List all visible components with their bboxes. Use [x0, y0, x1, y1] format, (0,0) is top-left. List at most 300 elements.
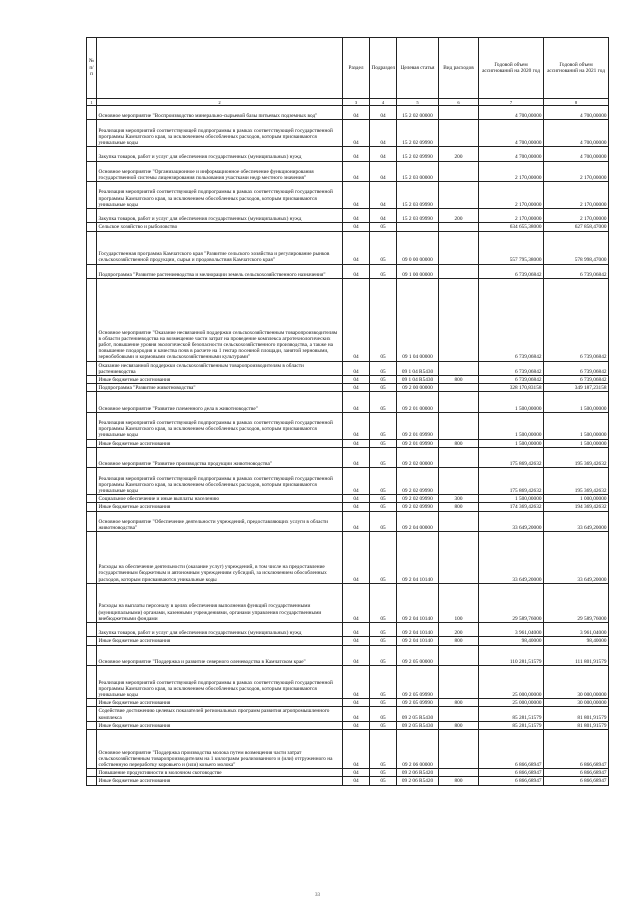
num-cell: [87, 182, 97, 209]
amount-2021-cell: 6 866,68947: [544, 777, 609, 785]
row-name: Основное мероприятие "Развитие племенного дела в животноводстве": [97, 392, 343, 413]
cs-cell: 15 2 03 09990: [397, 182, 439, 209]
table-row: [87, 707, 609, 721]
podrazdel-cell: 05: [370, 384, 397, 392]
table-header-row: [87, 38, 609, 99]
row-name: Основное мероприятие "Воспроизводство минерально-сырьевой базы питьевых подземных вод": [97, 106, 343, 120]
amount-2020-cell: 4 700,00000: [479, 147, 544, 161]
table-row: [87, 208, 609, 222]
vr-cell: 800: [439, 375, 479, 383]
podrazdel-cell: 05: [370, 361, 397, 375]
razdel-cell: 04: [343, 223, 370, 231]
num-cell: [87, 447, 97, 468]
cs-cell: 09 1 04 R5430: [397, 361, 439, 375]
table-row: [87, 392, 609, 413]
row-name: Иные бюджетные ассигнования: [97, 637, 343, 645]
podrazdel-cell: 05: [370, 392, 397, 413]
podrazdel-cell: 05: [370, 503, 397, 511]
cs-cell: 09 2 02 09990: [397, 468, 439, 495]
amount-2020-cell: 1 500,00000: [479, 495, 544, 503]
amount-2020-cell: 634 655,38000: [479, 223, 544, 231]
podrazdel-cell: 05: [370, 412, 397, 439]
num-cell: [87, 278, 97, 361]
cs-cell: 09 2 00 00000: [397, 384, 439, 392]
cs-cell: 09 2 02 00000: [397, 447, 439, 468]
vr-cell: [439, 231, 479, 264]
colnum: 8: [544, 99, 609, 106]
cs-cell: 15 2 02 09990: [397, 120, 439, 147]
vr-cell: [439, 645, 479, 666]
row-name: Подпрограмма "Развитие животноводства": [97, 384, 343, 392]
table-row: [87, 182, 609, 209]
num-cell: [87, 384, 97, 392]
razdel-cell: 04: [343, 637, 370, 645]
num-cell: [87, 699, 97, 707]
razdel-cell: 04: [343, 447, 370, 468]
amount-2020-cell: 1 500,00000: [479, 412, 544, 439]
cs-cell: 09 2 01 09990: [397, 412, 439, 439]
razdel-cell: 04: [343, 106, 370, 120]
cs-cell: 09 1 04 R5430: [397, 375, 439, 383]
amount-2021-cell: 81 801,91579: [544, 721, 609, 729]
podrazdel-cell: 05: [370, 637, 397, 645]
table-row: [87, 645, 609, 666]
amount-2021-cell: 3 961,04000: [544, 623, 609, 637]
amount-2021-cell: 6 739,06842: [544, 361, 609, 375]
cs-cell: 09 2 04 10140: [397, 583, 439, 622]
podrazdel-cell: 04: [370, 120, 397, 147]
row-name: Реализация мероприятий соответствующей подпрограммы в рамках соответствующей государственной программы Камчатского края, за исключением обособленных расходов, которым присваиваются уникальные коды: [97, 120, 343, 147]
row-name: Иные бюджетные ассигнования: [97, 777, 343, 785]
table-body: [87, 106, 609, 786]
razdel-cell: 04: [343, 161, 370, 182]
amount-2021-cell: 1 500,00000: [544, 439, 609, 447]
vr-cell: [439, 412, 479, 439]
column-number-row: [87, 99, 609, 106]
cs-cell: 09 2 06 R5420: [397, 769, 439, 777]
table-row: [87, 666, 609, 699]
table-row: [87, 223, 609, 231]
cs-cell: 09 0 00 00000: [397, 231, 439, 264]
amount-2021-cell: 33 649,20000: [544, 511, 609, 532]
podrazdel-cell: 05: [370, 707, 397, 721]
vr-cell: 200: [439, 208, 479, 222]
table-row: [87, 468, 609, 495]
table-row: [87, 439, 609, 447]
podrazdel-cell: 05: [370, 278, 397, 361]
amount-2021-cell: 2 170,00000: [544, 182, 609, 209]
table-row: [87, 264, 609, 278]
col-podrazdel-header: Подраздел: [370, 38, 397, 99]
razdel-cell: 04: [343, 503, 370, 511]
amount-2020-cell: 6 739,06842: [479, 361, 544, 375]
amount-2021-cell: 6 739,06842: [544, 278, 609, 361]
vr-cell: 200: [439, 147, 479, 161]
table-row: [87, 375, 609, 383]
row-name: Закупка товаров, работ и услуг для обеспечения государственных (муниципальных) нужд: [97, 208, 343, 222]
cs-cell: 15 2 03 00000: [397, 161, 439, 182]
amount-2020-cell: 110 281,51579: [479, 645, 544, 666]
razdel-cell: 04: [343, 384, 370, 392]
podrazdel-cell: 05: [370, 721, 397, 729]
amount-2021-cell: 4 700,00000: [544, 106, 609, 120]
table-row: [87, 447, 609, 468]
vr-cell: [439, 511, 479, 532]
amount-2021-cell: 6 866,68947: [544, 729, 609, 768]
razdel-cell: 04: [343, 147, 370, 161]
razdel-cell: 04: [343, 208, 370, 222]
row-name: Реализация мероприятий соответствующей подпрограммы в рамках соответствующей государственной программы Камчатского края, за исключением обособленных расходов, которым присваиваются уникальные коды: [97, 182, 343, 209]
amount-2021-cell: 4 700,00000: [544, 147, 609, 161]
cs-cell: 09 2 06 R5420: [397, 777, 439, 785]
vr-cell: [439, 278, 479, 361]
cs-cell: 09 2 06 00000: [397, 729, 439, 768]
row-name: Содействие достижению целевых показателей региональных программ развития агропромышленного комплекса: [97, 707, 343, 721]
amount-2020-cell: 29 589,76000: [479, 583, 544, 622]
num-cell: [87, 161, 97, 182]
podrazdel-cell: 05: [370, 699, 397, 707]
vr-cell: 100: [439, 583, 479, 622]
podrazdel-cell: 05: [370, 495, 397, 503]
row-name: Основное мероприятие "Обеспечение деятельности учреждений, предоставляющих услуги в области животноводства": [97, 511, 343, 532]
cs-cell: [397, 223, 439, 231]
razdel-cell: 04: [343, 645, 370, 666]
row-name: Основное мероприятие "Организационное и информационное обеспечение функционирования государственной системы лицензирования пользования участками недр местного значения": [97, 161, 343, 182]
cs-cell: 09 2 02 09990: [397, 503, 439, 511]
cs-cell: 15 2 02 09990: [397, 147, 439, 161]
amount-2020-cell: 33 649,20000: [479, 511, 544, 532]
amount-2020-cell: 557 795,38000: [479, 231, 544, 264]
row-name: Иные бюджетные ассигнования: [97, 439, 343, 447]
cs-cell: 09 2 04 10140: [397, 637, 439, 645]
amount-2021-cell: 81 801,91579: [544, 707, 609, 721]
vr-cell: [439, 120, 479, 147]
podrazdel-cell: 04: [370, 161, 397, 182]
amount-2020-cell: 4 700,00000: [479, 106, 544, 120]
amount-2020-cell: 25 000,00000: [479, 699, 544, 707]
colnum: 6: [439, 99, 479, 106]
razdel-cell: 04: [343, 511, 370, 532]
num-cell: [87, 147, 97, 161]
cs-cell: 15 2 02 00000: [397, 106, 439, 120]
amount-2021-cell: 194 369,42632: [544, 503, 609, 511]
col-num-header: № п/п: [87, 38, 97, 99]
col-2020-header: Годовой объем ассигнований на 2020 год: [479, 38, 544, 99]
razdel-cell: 04: [343, 375, 370, 383]
table-row: [87, 729, 609, 768]
podrazdel-cell: 05: [370, 769, 397, 777]
razdel-cell: 04: [343, 361, 370, 375]
table-row: [87, 231, 609, 264]
vr-cell: [439, 264, 479, 278]
podrazdel-cell: 05: [370, 729, 397, 768]
cs-cell: 09 2 01 00000: [397, 392, 439, 413]
table-row: [87, 721, 609, 729]
vr-cell: [439, 769, 479, 777]
vr-cell: 800: [439, 777, 479, 785]
cs-cell: 09 2 05 R5430: [397, 707, 439, 721]
amount-2020-cell: 175 869,42632: [479, 447, 544, 468]
amount-2020-cell: 174 369,42632: [479, 503, 544, 511]
vr-cell: 800: [439, 439, 479, 447]
razdel-cell: 04: [343, 412, 370, 439]
num-cell: [87, 412, 97, 439]
budget-table-page: [86, 37, 608, 786]
podrazdel-cell: 05: [370, 583, 397, 622]
amount-2021-cell: 6 739,06842: [544, 375, 609, 383]
row-name: Сельское хозяйство и рыболовство: [97, 223, 343, 231]
podrazdel-cell: 04: [370, 106, 397, 120]
amount-2020-cell: 25 000,00000: [479, 666, 544, 699]
row-name: Расходы на выплаты персоналу в целях обеспечения выполнения функций государственными (муниципальными) органами, казенными учреждениями, органами управления государственными внебюджетными фондами: [97, 583, 343, 622]
amount-2020-cell: 1 500,00000: [479, 392, 544, 413]
num-cell: [87, 777, 97, 785]
razdel-cell: 04: [343, 120, 370, 147]
num-cell: [87, 231, 97, 264]
vr-cell: [439, 392, 479, 413]
razdel-cell: 04: [343, 769, 370, 777]
table-row: [87, 769, 609, 777]
num-cell: [87, 511, 97, 532]
colnum: 3: [343, 99, 370, 106]
table-row: [87, 699, 609, 707]
table-row: [87, 384, 609, 392]
amount-2021-cell: 195 369,42632: [544, 447, 609, 468]
table-row: [87, 361, 609, 375]
row-name: Подпрограмма "Развитие растениеводства и мелиорации земель сельскохозяйственного назначения": [97, 264, 343, 278]
table-row: [87, 503, 609, 511]
amount-2021-cell: 33 649,20000: [544, 532, 609, 584]
num-cell: [87, 666, 97, 699]
table-row: [87, 637, 609, 645]
num-cell: [87, 583, 97, 622]
num-cell: [87, 392, 97, 413]
amount-2021-cell: 4 700,00000: [544, 120, 609, 147]
cs-cell: 09 1 00 00000: [397, 264, 439, 278]
col-vr-header: Вид расходов: [439, 38, 479, 99]
amount-2021-cell: 1 500,00000: [544, 412, 609, 439]
vr-cell: 300: [439, 495, 479, 503]
razdel-cell: 04: [343, 468, 370, 495]
amount-2021-cell: 578 998,47000: [544, 231, 609, 264]
amount-2020-cell: 2 170,00000: [479, 208, 544, 222]
table-row: [87, 120, 609, 147]
row-name: Закупка товаров, работ и услуг для обеспечения государственных (муниципальных) нужд: [97, 147, 343, 161]
amount-2020-cell: 6 866,68947: [479, 729, 544, 768]
cs-cell: 15 2 03 09990: [397, 208, 439, 222]
amount-2020-cell: 85 281,51579: [479, 707, 544, 721]
amount-2020-cell: 175 869,42632: [479, 468, 544, 495]
table-row: [87, 532, 609, 584]
amount-2021-cell: 1 000,00000: [544, 495, 609, 503]
num-cell: [87, 495, 97, 503]
colnum: 2: [97, 99, 343, 106]
row-name: Иные бюджетные ассигнования: [97, 375, 343, 383]
razdel-cell: 04: [343, 729, 370, 768]
podrazdel-cell: 05: [370, 231, 397, 264]
amount-2021-cell: 98,40000: [544, 637, 609, 645]
razdel-cell: 04: [343, 583, 370, 622]
col-name-header: [97, 38, 343, 99]
vr-cell: [439, 182, 479, 209]
amount-2020-cell: 2 170,00000: [479, 161, 544, 182]
amount-2020-cell: 4 700,00000: [479, 120, 544, 147]
vr-cell: 800: [439, 699, 479, 707]
razdel-cell: 04: [343, 777, 370, 785]
podrazdel-cell: 05: [370, 223, 397, 231]
razdel-cell: 04: [343, 439, 370, 447]
amount-2021-cell: 2 170,00000: [544, 208, 609, 222]
vr-cell: [439, 361, 479, 375]
table-row: [87, 278, 609, 361]
row-name: Иные бюджетные ассигнования: [97, 721, 343, 729]
cs-cell: 09 2 04 00000: [397, 511, 439, 532]
row-name: Закупка товаров, работ и услуг для обеспечения государственных (муниципальных) нужд: [97, 623, 343, 637]
vr-cell: [439, 447, 479, 468]
podrazdel-cell: 05: [370, 375, 397, 383]
amount-2020-cell: 6 866,68947: [479, 769, 544, 777]
num-cell: [87, 106, 97, 120]
amount-2021-cell: 30 000,00000: [544, 666, 609, 699]
razdel-cell: 04: [343, 264, 370, 278]
num-cell: [87, 375, 97, 383]
num-cell: [87, 623, 97, 637]
col-2021-header: Годовой объем ассигнований на 2021 год: [544, 38, 609, 99]
row-name: Повышение продуктивности в молочном скотоводстве: [97, 769, 343, 777]
cs-cell: 09 2 05 09990: [397, 666, 439, 699]
num-cell: [87, 645, 97, 666]
vr-cell: 800: [439, 637, 479, 645]
table-row: [87, 495, 609, 503]
table-row: [87, 147, 609, 161]
amount-2020-cell: 2 170,00000: [479, 182, 544, 209]
amount-2020-cell: 6 739,06842: [479, 375, 544, 383]
num-cell: [87, 637, 97, 645]
vr-cell: 800: [439, 721, 479, 729]
vr-cell: [439, 106, 479, 120]
row-name: Основное мероприятие "Развитие производства продукции животноводства": [97, 447, 343, 468]
colnum: 4: [370, 99, 397, 106]
num-cell: [87, 729, 97, 768]
row-name: Расходы на обеспечение деятельности (оказание услуг) учреждений, в том числе на предоставление государственным бюджетным и автономным учреждениям субсидий, за исключением обособленных расходов, которым присваиваются уникальные коды: [97, 532, 343, 584]
colnum: 1: [87, 99, 97, 106]
razdel-cell: 04: [343, 182, 370, 209]
amount-2020-cell: 6 739,06842: [479, 264, 544, 278]
amount-2021-cell: 2 170,00000: [544, 161, 609, 182]
vr-cell: [439, 384, 479, 392]
amount-2020-cell: 98,40000: [479, 637, 544, 645]
amount-2020-cell: 328 170,83158: [479, 384, 544, 392]
razdel-cell: 04: [343, 699, 370, 707]
row-name: Реализация мероприятий соответствующей подпрограммы в рамках соответствующей государственной программы Камчатского края, за исключением обособленных расходов, которым присваиваются уникальные коды: [97, 468, 343, 495]
razdel-cell: 04: [343, 532, 370, 584]
table-row: [87, 623, 609, 637]
col-cs-header: Целевая статья: [397, 38, 439, 99]
podrazdel-cell: 05: [370, 264, 397, 278]
razdel-cell: 04: [343, 231, 370, 264]
vr-cell: 800: [439, 503, 479, 511]
colnum: 5: [397, 99, 439, 106]
row-name: Основное мероприятие "Оказание несвязанной поддержки сельскохозяйственным товаропроизводителям в области растениеводства на возмещение части затрат на проведение комплекса агротехнологических работ, повышение уровня экологической безопасности сельскохозяйственного производства, а также на повышение плодородия и качества почв в расчете на 1 гектар посевной площади, занятой зерновыми, зернобобовыми и кормовыми сельскохозяйственными культурами": [97, 278, 343, 361]
num-cell: [87, 532, 97, 584]
num-cell: [87, 468, 97, 495]
num-cell: [87, 707, 97, 721]
podrazdel-cell: 05: [370, 623, 397, 637]
amount-2020-cell: 6 739,06842: [479, 278, 544, 361]
razdel-cell: 04: [343, 495, 370, 503]
vr-cell: [439, 666, 479, 699]
colnum: 7: [479, 99, 544, 106]
cs-cell: 09 2 05 09990: [397, 699, 439, 707]
podrazdel-cell: 04: [370, 208, 397, 222]
table-row: [87, 583, 609, 622]
amount-2021-cell: 6 866,68947: [544, 769, 609, 777]
amount-2020-cell: 85 281,51579: [479, 721, 544, 729]
amount-2021-cell: 29 589,76000: [544, 583, 609, 622]
cs-cell: 09 2 04 10140: [397, 623, 439, 637]
razdel-cell: 04: [343, 278, 370, 361]
amount-2021-cell: 111 801,91579: [544, 645, 609, 666]
amount-2021-cell: 1 500,00000: [544, 392, 609, 413]
page-number: 33: [315, 893, 320, 898]
vr-cell: [439, 223, 479, 231]
podrazdel-cell: 05: [370, 777, 397, 785]
amount-2021-cell: 195 369,42632: [544, 468, 609, 495]
cs-cell: 09 2 04 10140: [397, 532, 439, 584]
num-cell: [87, 361, 97, 375]
podrazdel-cell: 05: [370, 511, 397, 532]
row-name: Государственная программа Камчатского края "Развитие сельского хозяйства и регулирование рынков сельскохозяйственной продукции, сырья и продовольствия Камчатского края": [97, 231, 343, 264]
row-name: Иные бюджетные ассигнования: [97, 503, 343, 511]
table-row: [87, 777, 609, 785]
num-cell: [87, 503, 97, 511]
cs-cell: 09 2 05 R5430: [397, 721, 439, 729]
row-name: Иные бюджетные ассигнования: [97, 699, 343, 707]
amount-2020-cell: 1 500,00000: [479, 439, 544, 447]
cs-cell: 09 2 01 09990: [397, 439, 439, 447]
podrazdel-cell: 05: [370, 447, 397, 468]
table-row: [87, 106, 609, 120]
vr-cell: [439, 729, 479, 768]
vr-cell: [439, 161, 479, 182]
razdel-cell: 04: [343, 392, 370, 413]
num-cell: [87, 264, 97, 278]
table-row: [87, 412, 609, 439]
amount-2021-cell: 6 739,06842: [544, 264, 609, 278]
razdel-cell: 04: [343, 721, 370, 729]
row-name: Реализация мероприятий соответствующей подпрограммы в рамках соответствующей государственной программы Камчатского края, за исключением обособленных расходов, которым присваиваются уникальные коды: [97, 412, 343, 439]
num-cell: [87, 439, 97, 447]
num-cell: [87, 721, 97, 729]
row-name: Оказание несвязанной поддержки сельскохозяйственным товаропроизводителям в области растениеводства: [97, 361, 343, 375]
row-name: Основное мероприятие "Поддержка и развитие северного оленеводства в Камчатском крае": [97, 645, 343, 666]
podrazdel-cell: 04: [370, 182, 397, 209]
cs-cell: 09 1 04 00000: [397, 278, 439, 361]
amount-2020-cell: 3 961,04000: [479, 623, 544, 637]
podrazdel-cell: 05: [370, 468, 397, 495]
amount-2021-cell: 30 000,00000: [544, 699, 609, 707]
razdel-cell: 04: [343, 623, 370, 637]
budget-table: [86, 37, 609, 786]
num-cell: [87, 223, 97, 231]
razdel-cell: 04: [343, 666, 370, 699]
podrazdel-cell: 04: [370, 147, 397, 161]
row-name: Реализация мероприятий соответствующей подпрограммы в рамках соответствующей государственной программы Камчатского края, за исключением обособленных расходов, которым присваиваются уникальные коды: [97, 666, 343, 699]
podrazdel-cell: 05: [370, 645, 397, 666]
cs-cell: 09 2 05 00000: [397, 645, 439, 666]
podrazdel-cell: 05: [370, 666, 397, 699]
table-row: [87, 511, 609, 532]
